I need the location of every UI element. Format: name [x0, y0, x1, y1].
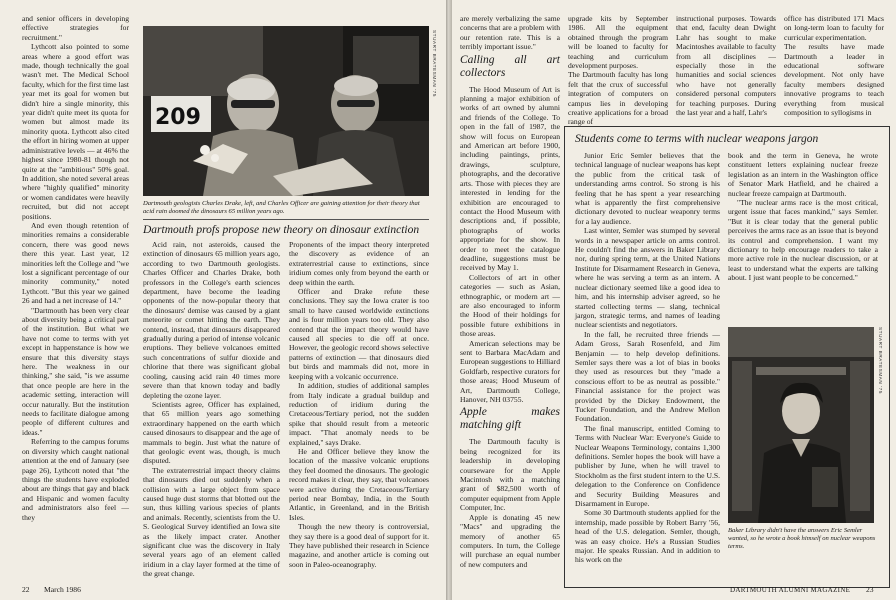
semler-photo-caption: Baker Library didn't have the answers Eric Semler wanted, so he wrote a book himself on nuclear weapons terms.	[728, 527, 876, 550]
left-col-3	[289, 240, 429, 586]
paragraph: "Dartmouth has been very clear about diversity being a critical part of the institution. But what we have not come to terms with yet except in happenstance is how we ensure that this diversity stays here. The weakness in our thinking," she said, "is we assume that once people are here in the academic setting, interaction will occur naturally. But the institution needs to facilitate dialogue among people of different cultures and ideas."	[22, 305, 129, 437]
paragraph: "The nuclear arms race is the most critical, urgent issue that faces mankind," says Semler. "But it is clear today that the general public perceives the arms race as an issue that is beyond its control and comprehension. I want my dictionary to help encourage readers to take a more active role in the nuclear discussion, or at least to understand what the experts are talking about. I just want people to be concerned."	[728, 198, 878, 283]
paragraph: In addition, studies of additional samples from Italy indicate a gradual buildup and reduction of iridium during the Cretaceous/Tertiary period, not the sudden spike that should result from a meteoric impact. "That anomaly needs to be explained," says Drake.	[289, 381, 429, 447]
paragraph: Proponents of the impact theory interpreted the discovery as evidence of an extraterrestrial cause to extinctions, since iridium comes only from beyond the earth or deep within the earth.	[289, 240, 429, 287]
apple-continued-3: office has distributed 171 Macs on long-term loan to faculty for curricular experimentation. The results have made Dartmouth a leader in educational software development. Not only have faculty members designed innovative programs to teach everything from musical composition to syllogisms in	[784, 14, 884, 118]
paragraph: He and Officer believe they know the location of the massive volcanic eruptions they feel doomed the dinosaurs. The geologic record makes it clear, they say, that volcanoes were active during the Cretaceous/Tertiary period near Bombay, India, in the South Atlantic, in Greenland, and in the British Isles.	[289, 446, 429, 522]
right-folio-magazine: DARTMOUTH ALUMNI MAGAZINE	[730, 586, 851, 594]
paragraph: Though the new theory is controversial, they say there is a good deal of support for it. They have published their research in Science magazine, and another article is coming out soon in Paleo-oceanography.	[289, 522, 429, 569]
right-col-1	[460, 14, 560, 584]
nuclear-right-col	[728, 151, 878, 321]
apple-continued-1: upgrade kits by September 1986. All the equipment obtained through the program will be loaned to faculty for teaching and curriculum development purposes. The Dartmouth faculty has long felt that the crux of successful integration of computers on campus lies in developing creative applications for a broad range of	[568, 14, 668, 127]
apple-continued-2: instructional purposes. Towards that end, faculty dean Dwight Lahr has sought to make Macintoshes available to faculty from all disciplines — especially those in the humanities and social sciences who have not generally considered personal computers for teaching purposes. During the last year and a half, Lahr's	[676, 14, 776, 118]
geologists-photo-caption: Dartmouth geologists Charles Drake, left, and Charles Officer are gaining attention for their theory that acid rain doomed the dinosaurs 65 million years ago.	[143, 200, 420, 215]
paragraph: Scientists agree, Officer has explained, that 65 million years ago something extraordinary happened on the earth which caused dinosaurs to disappear and the age of mammals to begin. Just what the nature of that geologic event was, though, is much disputed.	[143, 399, 280, 466]
semler-photo	[728, 327, 874, 523]
semler-photo-image	[728, 327, 874, 523]
paragraph: Lythcott also pointed to some areas where a good effort was made, though technically the goal wasn't met. The Medical School faculty, which for the first time last year met its goal for women but didn't hire a single minority, this year didn't quite meet its quota for women but almost made its minority quota. Lythcott also cited the effort in hiring women at upper administrative levels — at 46% the highest since 1980-81 though not quite at the "ambitious" 50% goal. In addition, she noted several areas where "highly qualified" minority or women candidates were heavily recruited, but did not accept positions.	[22, 42, 129, 221]
paragraph: The final manuscript, entitled Coming to Terms with Nuclear War: Everyone's Guide to Nuclear Weapons Terminology, contains 1,300 definitions. Semler hopes the book will have a publisher by June, when he will travel to Stockholm as the first student intern to the U.S. delegation to the Conference on Confidence and Security Building Measures and Disarmament in Europe.	[575, 423, 720, 509]
geologists-photo	[143, 26, 429, 196]
paragraph: Last winter, Semler was stumped by several words in a newspaper article on arms control. He couldn't find the answers in Baker Library nor, during spring term, at the United Nations Institute for Disarmament Research in Geneva, where he was serving a term as an intern. A nuclear dictionary seemed like a good idea to him, and his internship adviser agreed, so he started collecting terms — slang, technical jargon, strategic terms, and names of leading nuclear scientists and negotiators.	[575, 226, 720, 330]
geologists-photo-image	[143, 26, 429, 196]
paragraph: Apple is donating 45 new "Macs" and upgrading the memory of another 65 computers. In turn, the College will purchase an equal number of new computers and	[460, 512, 560, 569]
left-col-2	[143, 240, 280, 586]
nuclear-headline: Students come to terms with nuclear weapons jargon	[575, 133, 819, 145]
paragraph: Officer and Drake refute these conclusions. They say the Iowa crater is too small to have caused worldwide extinctions and is four million years too old. They also contend that the impact theory would have caused all species to die off at once. However, the geologic record shows selective patterns of extinction — that dinosaurs died but birds and mammals did not, more in keeping with a volcanic occurrence.	[289, 287, 429, 381]
photo-credit-right: STUART BRATESMAN '75	[878, 327, 883, 394]
paragraph: And even though retention of minorities remains a considerable concern, there was good news there this year. Last year, 12 minorities left the College and "we lost a significant percentage of our minority community," noted Lythcott. "But this year we gained 26 and had a net increase of 14."	[22, 220, 129, 306]
right-col-4-top	[784, 14, 884, 120]
left-folio-date: March 1986	[44, 585, 81, 594]
retention-continued: are merely verbalizing the same concerns that are a problem with our retention rate. This is a terribly important issue."	[460, 14, 560, 52]
left-folio-number: 22	[22, 585, 30, 594]
svg-text:209: 209	[155, 105, 201, 130]
paragraph: The Hood Museum of Art is planning a major exhibition of works of art owned by alumni and friends of the College. To open in the fall of 1987, the show will focus on European and American art before 1900, including paintings, prints, drawings, sculpture, photographs, and the decorative arts. Those with pieces they are interested in lending for the exhibition are encouraged to contact the Hood Museum with descriptions and, if possible, photographs of works appropriate for the show. In order to meet the catalogue deadline, suggestions must be received by May 1.	[460, 84, 560, 273]
paragraph: Acid rain, not asteroids, caused the extinction of dinosaurs 65 million years ago, according to two Dartmouth geologists. Charles Officer and Charles Drake, both professors in the College's earth sciences department, have become the leading opponents of the now-popular theory that the dinosaurs' demise was caused by a giant meteorite or comet hitting the earth. They contend, instead, that dinosaurs disappeared gradually during a period of intense volcanic eruptions. They believe volcanoes emitted such concentrations of sulfur dioxide and chlorine that there was significant global cooling, causing acid rain 40 times more severe than that known today and badly depleting the ozone layer.	[143, 240, 280, 400]
paragraph: In the fall, he recruited three friends — Adam Gross, Sarah Rosenfeld, and Jim Benjamin — to help develop definitions. Semler says there was a lot of bias in books they used as resources but they "made a conscious effort to be as neutral as possible." Financial assistance for the project was provided by the Dickey Endowment, the Tucker Foundation, and the Andrew Mellon Foundation.	[575, 329, 720, 424]
photo-credit-left: STUART BRATESMAN '75	[432, 30, 437, 97]
right-folio-number: 23	[866, 585, 874, 594]
art-collectors-headline: Calling all art collectors	[460, 53, 560, 79]
apple-gift-headline: Apple makes matching gift	[460, 406, 560, 432]
paragraph: The Dartmouth faculty is being recognized for its leadership in developing courseware for the Apple Macintosh with a matching grant of $82,500 worth of computer equipment from Apple Computer, Inc.	[460, 437, 560, 513]
paragraph: Some 30 Dartmouth students applied for the internship, made possible by Robert Barry '56, head of the U.S. delegation. Semler, though, was an easy choice. He's a Russian Studies major. He speaks Russian. And in addition to his work on the	[575, 508, 720, 565]
left-col-1	[22, 14, 129, 584]
left-page	[0, 0, 446, 600]
nuclear-left-col	[575, 151, 720, 583]
paragraph: American selections may be sent to Barbara MacAdam and European suggestions to Hilliard Goldfarb, respective curators for those areas; Hood Museum of Art, Dartmouth College, Hanover, NH 03755.	[460, 338, 560, 405]
nuclear-article-box	[564, 126, 890, 588]
paragraph: Referring to the campus forums on diversity which caught national attention at the end of January (see page 26), Lythcott noted that "the things the students have exploded about are things that gay and black and Hispanic and women faculty and administrators also feel — they	[22, 437, 129, 522]
paragraph: The extraterrestrial impact theory claims that dinosaurs died out suddenly when a collision with a large object from space caused huge dust storms that blotted out the sun, thus killing various species of plants and animals. Recently, scientists from the U. S. Geological Survey identified an Iowa site as the likely impact crater. Another significant clue was the discovery in Italy several years ago of an element called iridium in a clay layer formed at the time of the great change.	[143, 465, 280, 579]
right-col-2-top	[568, 14, 668, 127]
right-col-3-top	[676, 14, 776, 120]
right-page	[452, 0, 896, 600]
paragraph: and senior officers in developing effective strategies for recruitment."	[22, 14, 129, 42]
paragraph: Collectors of art in other categories — such as Asian, ethnographic, or modern art — are also encouraged to inform the Hood of their holdings for possible future exhibitions in those areas.	[460, 272, 560, 339]
article-top-rule	[143, 219, 429, 220]
paragraph: Junior Eric Semler believes that the technical language of nuclear weapons has kept the public from the critical task of understanding arms control. So strong is his feeling that he has spent a year researching what is apparently the first comprehensive dictionary devoted to nuclear weaponry terms for a lay audience.	[575, 151, 720, 226]
paragraph: book and the term in Geneva, he wrote constituent letters explaining nuclear freeze legislation as an intern in the Washington office of Senator Mark Hatfield, and he chaired a nuclear freeze campaign at Dartmouth.	[728, 151, 878, 198]
dinosaur-headline: Dartmouth profs propose new theory on dinosaur extinction	[143, 224, 420, 236]
